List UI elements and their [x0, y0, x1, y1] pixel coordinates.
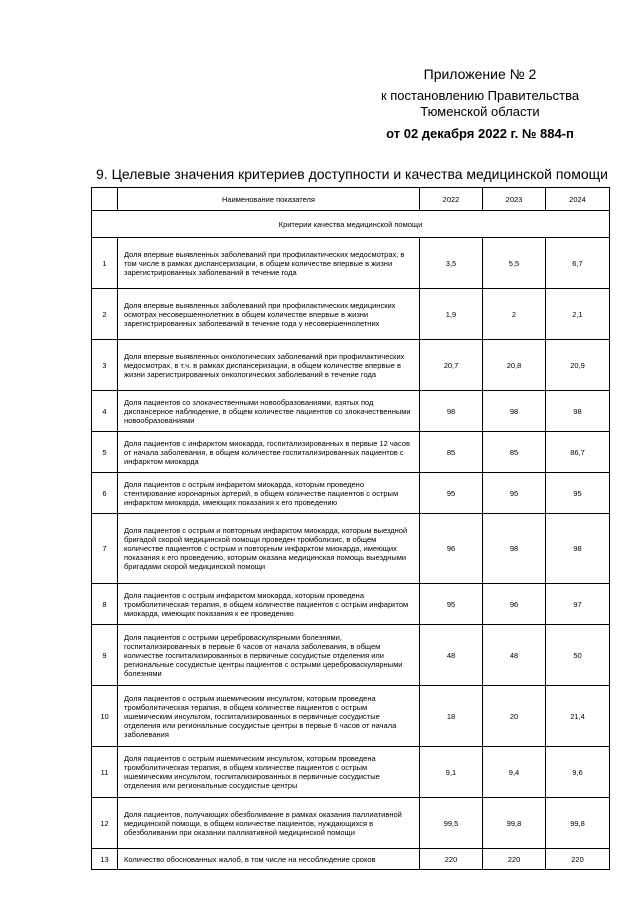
value-2023: 85: [483, 432, 546, 473]
value-2023: 95: [483, 473, 546, 514]
value-2024: 98: [546, 514, 610, 584]
indicator-name: Доля пациентов с острым ишемическим инсультом, которым проведена тромболитическая терапия, в общем количестве пациентов с острым ишемическим инсультом, госпитализированных в первичные сосудистые отделения или региональные сосудистые центры в первые 6 часов от начала заболевания: [118, 686, 420, 747]
indicator-name: Доля впервые выявленных заболеваний при профилактических медицинских осмотрах несовершеннолетних в общем количестве впервые в жизни зарегистрированных заболеваний в течение года у несовершеннолетних: [118, 289, 420, 340]
value-2022: 48: [420, 625, 483, 686]
col-header-name: Наименование показателя: [118, 188, 420, 211]
row-number: 6: [92, 473, 118, 514]
col-header-2023: 2023: [483, 188, 546, 211]
value-2022: 20,7: [420, 340, 483, 391]
value-2022: 96: [420, 514, 483, 584]
value-2023: 98: [483, 391, 546, 432]
table-row: [92, 747, 610, 798]
section-title: 9. Целевые значения критериев доступности и качества медицинской помощи: [96, 166, 608, 182]
table-header-row: [92, 188, 610, 211]
indicator-name: Доля пациентов со злокачественными новообразованиями, взятых под диспансерное наблюдение, в общем количестве пациентов со злокачественными новообразованиями: [118, 391, 420, 432]
criteria-table: [91, 187, 610, 870]
value-2023: 5,5: [483, 238, 546, 289]
value-2023: 48: [483, 625, 546, 686]
value-2023: 9,4: [483, 747, 546, 798]
row-number: 8: [92, 584, 118, 625]
row-number: 12: [92, 798, 118, 849]
resolution-line: к постановлению Правительства: [380, 88, 580, 103]
indicator-name: Доля пациентов с инфарктом миокарда, госпитализированных в первые 12 часов от начала заболевания, в общем количестве госпитализированных пациентов с инфарктом миокарда: [118, 432, 420, 473]
table-row: [92, 584, 610, 625]
row-number: 11: [92, 747, 118, 798]
value-2024: 6,7: [546, 238, 610, 289]
value-2024: 97: [546, 584, 610, 625]
order-date-number: от 02 декабря 2022 г. № 884-п: [386, 126, 574, 141]
value-2022: 3,5: [420, 238, 483, 289]
indicator-name: Доля пациентов, получающих обезболивание в рамках оказания паллиативной медицинской помощи, в общем количестве пациентов, нуждающихся в обезболивании при оказании паллиативной медицинской помощи: [118, 798, 420, 849]
value-2022: 1,9: [420, 289, 483, 340]
value-2022: 95: [420, 584, 483, 625]
indicator-name: Доля впервые выявленных заболеваний при профилактических медосмотрах, в том числе в рамках диспансеризации, в общем количестве впервые в жизни зарегистрированных заболеваний в течение года: [118, 238, 420, 289]
row-number: 10: [92, 686, 118, 747]
region-line: Тюменской области: [420, 104, 540, 119]
value-2022: 95: [420, 473, 483, 514]
table-row: [92, 238, 610, 289]
table-row: [92, 473, 610, 514]
value-2024: 50: [546, 625, 610, 686]
value-2022: 85: [420, 432, 483, 473]
value-2023: 99,8: [483, 798, 546, 849]
document-header: [340, 66, 620, 142]
indicator-name: Доля пациентов с острым и повторным инфарктом миокарда, которым выездной бригадой скорой медицинской помощи проведен тромболизис, в общем количестве пациентов с острым и повторным инфарктом миокарда, имеющих показания к его проведению, которым оказана медицинская помощь выездными бригадами скорой медицинской помощи: [118, 514, 420, 584]
section-row: [92, 211, 610, 238]
value-2023: 220: [483, 849, 546, 870]
indicator-name: Доля пациентов с острыми цереброваскулярными болезнями, госпитализированных в первые 6 часов от начала заболевания, в общем количестве госпитализированных в первичные сосудистые отделения или региональные сосудистые центры пациентов с острыми цереброваскулярными болезнями: [118, 625, 420, 686]
indicator-name: Доля пациентов с острым инфарктом миокарда, которым проведена тромболитическая терапия, в общем количестве пациентов с острым инфарктом миокарда, имеющих показания к ее проведению: [118, 584, 420, 625]
value-2024: 99,8: [546, 798, 610, 849]
col-header-2024: 2024: [546, 188, 610, 211]
row-number: 7: [92, 514, 118, 584]
table-row: [92, 798, 610, 849]
value-2022: 98: [420, 391, 483, 432]
row-number: 3: [92, 340, 118, 391]
table-row: [92, 340, 610, 391]
value-2024: 86,7: [546, 432, 610, 473]
row-number: 4: [92, 391, 118, 432]
row-number: 2: [92, 289, 118, 340]
row-number: 13: [92, 849, 118, 870]
table-row: [92, 432, 610, 473]
table-row: [92, 391, 610, 432]
indicator-name: Доля впервые выявленных онкологических заболеваний при профилактических медосмотрах, в т.ч. в рамках диспансеризации, в общем количестве впервые в жизни зарегистрированных онкологических заболеваний в течение года: [118, 340, 420, 391]
value-2024: 220: [546, 849, 610, 870]
row-number: 1: [92, 238, 118, 289]
table-row: [92, 289, 610, 340]
appendix-label: Приложение № 2: [423, 66, 537, 82]
col-header-2022: 2022: [420, 188, 483, 211]
value-2024: 2,1: [546, 289, 610, 340]
value-2022: 220: [420, 849, 483, 870]
value-2024: 95: [546, 473, 610, 514]
table-row: [92, 686, 610, 747]
indicator-name: Доля пациентов с острым ишемическим инсультом, которым проведена тромболитическая терапия, в общем количестве пациентов с острым ишемическим инсультом, госпитализированных в первичные сосудистые отделения или региональные сосудистые центры: [118, 747, 420, 798]
value-2023: 20: [483, 686, 546, 747]
col-header-num: [92, 188, 118, 211]
row-number: 5: [92, 432, 118, 473]
table-row: [92, 514, 610, 584]
value-2022: 18: [420, 686, 483, 747]
indicator-name: Количество обоснованных жалоб, в том числе на несоблюдение сроков: [118, 849, 420, 870]
value-2024: 21,4: [546, 686, 610, 747]
value-2022: 9,1: [420, 747, 483, 798]
value-2023: 98: [483, 514, 546, 584]
section-label: Критерии качества медицинской помощи: [92, 211, 610, 238]
value-2023: 20,8: [483, 340, 546, 391]
value-2022: 99,5: [420, 798, 483, 849]
table-row: [92, 849, 610, 870]
value-2024: 98: [546, 391, 610, 432]
value-2023: 96: [483, 584, 546, 625]
value-2024: 20,9: [546, 340, 610, 391]
indicator-name: Доля пациентов с острым инфарктом миокарда, которым проведено стентирование коронарных артерий, в общем количестве пациентов с острым инфарктом миокарда, имеющих показания к его проведению: [118, 473, 420, 514]
value-2024: 9,6: [546, 747, 610, 798]
value-2023: 2: [483, 289, 546, 340]
table-row: [92, 625, 610, 686]
row-number: 9: [92, 625, 118, 686]
